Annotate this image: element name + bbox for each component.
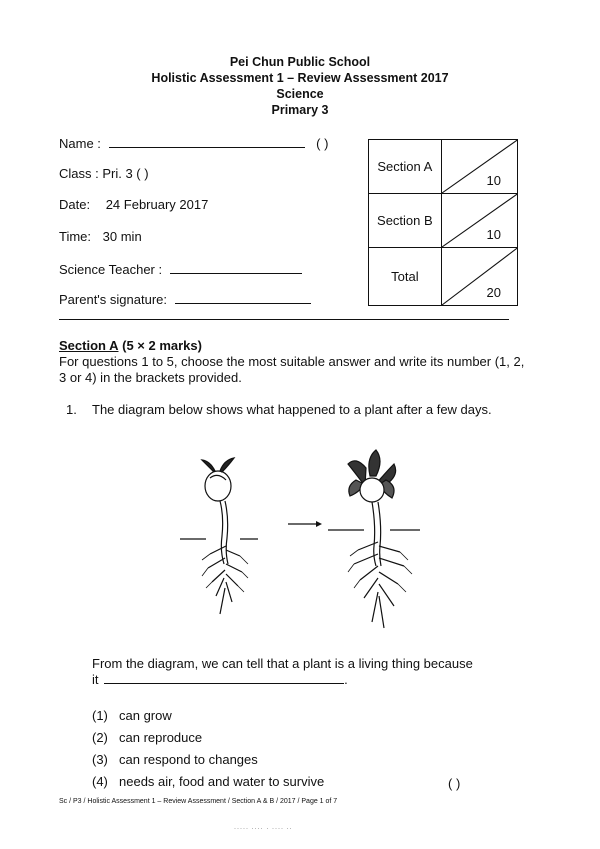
parent-signature-label: Parent's signature:: [59, 292, 167, 307]
subject-title: Science: [276, 87, 324, 101]
score-row-value: [441, 140, 517, 194]
option-text: needs air, food and water to survive: [119, 774, 325, 789]
diagonal-line: [442, 194, 517, 247]
option-number: (4): [92, 774, 108, 789]
register-number-brackets: ( ): [316, 136, 329, 151]
answer-brackets: ( ): [448, 776, 461, 791]
score-row: [369, 194, 518, 248]
score-row: [369, 140, 518, 194]
divider: [59, 319, 509, 320]
section-a-heading: [59, 338, 202, 353]
seedling-drawing: [180, 458, 258, 614]
page-footer: Sc / P3 / Holistic Assessment 1 – Review Assessment / Section A & B / 2017 / Page 1 of 7: [59, 798, 338, 805]
time-value: 30 min: [102, 229, 142, 244]
option-text: can reproduce: [119, 730, 203, 745]
score-row: [369, 248, 518, 306]
page-header: [0, 54, 600, 118]
time-field: [59, 229, 142, 244]
option-number: (1): [92, 708, 108, 723]
stem-start: it: [92, 672, 99, 687]
name-line: [109, 135, 305, 148]
section-a-marks: (5 × 2 marks): [122, 338, 202, 353]
question-stem: [92, 656, 512, 688]
teacher-line: [170, 261, 302, 274]
question-text: The diagram below shows what happened to a plant after a few days.: [92, 402, 492, 417]
section-a-title: Section A: [59, 338, 119, 353]
grown-plant-drawing: [328, 450, 420, 628]
stem-end: .: [344, 672, 348, 687]
answer-blank: [104, 673, 344, 684]
assessment-title: Holistic Assessment 1 – Review Assessment 2017: [151, 71, 449, 85]
name-label: Name :: [59, 136, 101, 151]
class-field: Class : Pri. 3 ( ): [59, 166, 149, 181]
parent-signature-line: [175, 291, 311, 304]
score-row-label: Section A: [369, 140, 442, 194]
date-value: 24 February 2017: [105, 197, 209, 212]
bottom-mark: ····· ···· · ···· ··: [234, 826, 293, 832]
section-a-instructions: For questions 1 to 5, choose the most suitable answer and write its number (1, 2, 3 or 4) in the brackets provided.: [59, 354, 525, 385]
parent-signature-field: [59, 291, 311, 307]
max-marks: 10: [486, 173, 501, 188]
score-row-label: Total: [369, 248, 442, 306]
name-field: [59, 135, 328, 151]
option-text: can respond to changes: [119, 752, 258, 767]
option-4: [92, 774, 324, 789]
score-row-value: [441, 248, 517, 306]
level-title: Primary 3: [271, 103, 329, 117]
diagonal-line: [442, 248, 517, 305]
arrow-icon: [288, 521, 322, 527]
max-marks: 10: [486, 227, 501, 242]
teacher-label: Science Teacher :: [59, 262, 163, 277]
option-number: (2): [92, 730, 108, 745]
max-marks: 20: [486, 285, 501, 300]
option-number: (3): [92, 752, 108, 767]
score-row-label: Section B: [369, 194, 442, 248]
score-row-value: [441, 194, 517, 248]
option-3: [92, 752, 258, 767]
option-text: can grow: [119, 708, 172, 723]
option-2: [92, 730, 202, 745]
school-name: Pei Chun Public School: [229, 55, 371, 69]
date-field: [59, 197, 208, 212]
option-1: [92, 708, 172, 723]
diagonal-line: [442, 140, 517, 193]
time-label: Time:: [59, 229, 92, 244]
stem-line-2: [92, 672, 512, 688]
teacher-field: [59, 261, 302, 277]
question-number: 1.: [66, 402, 77, 417]
score-table: [368, 139, 518, 306]
plant-growth-diagram: [180, 446, 440, 636]
stem-line-1: From the diagram, we can tell that a plant is a living thing because: [92, 656, 473, 671]
date-label: Date:: [59, 197, 91, 212]
